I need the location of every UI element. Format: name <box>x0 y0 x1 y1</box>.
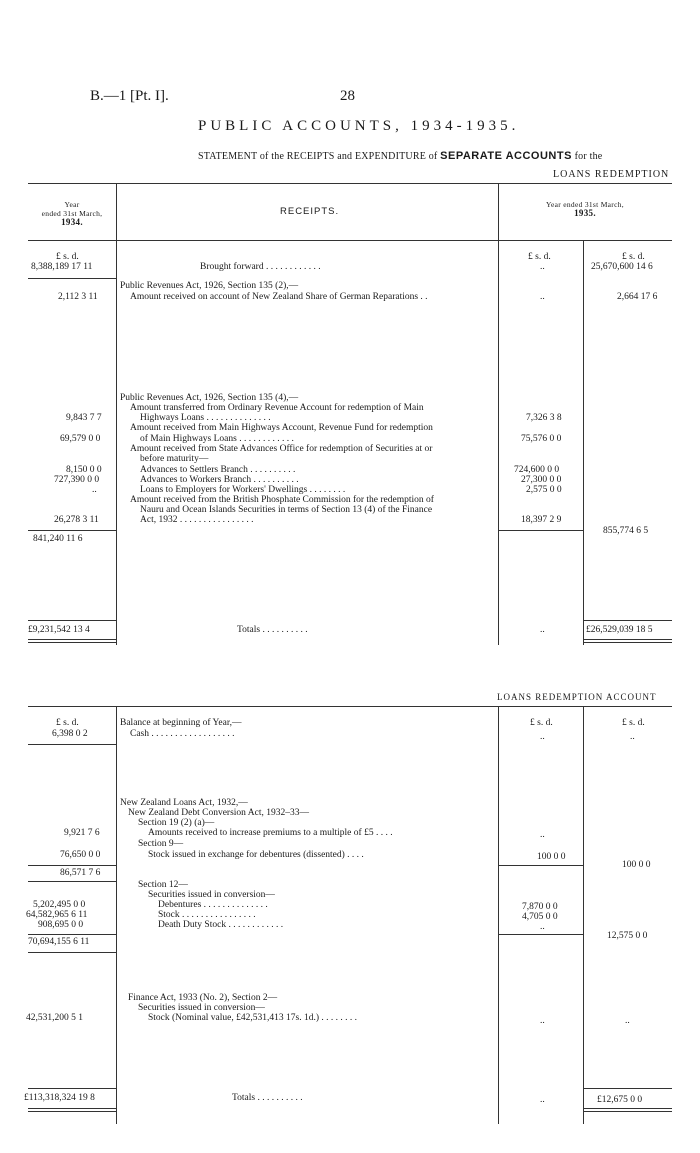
table-row-text: Amount received from the British Phosphate Commission for the redemption of <box>130 495 434 505</box>
table-row-r1: 75,576 0 0 <box>521 434 562 444</box>
statement-bold: SEPARATE ACCOUNTS <box>440 150 572 162</box>
totals-label: Totals . . . . . . . . . . <box>232 1093 303 1103</box>
unit-label: £ s. d. <box>528 252 551 262</box>
debentures-label: Debentures . . . . . . . . . . . . . . <box>158 900 268 910</box>
unit-label: £ s. d. <box>56 718 79 728</box>
finance-label: Stock (Nominal value, £42,531,413 17s. 1d.) . . . . . . . . <box>148 1013 357 1023</box>
finance-act-sub: Securities issued in conversion— <box>138 1003 265 1013</box>
totals-left: £113,318,324 19 8 <box>24 1093 95 1103</box>
table-row-text: Nauru and Ocean Islands Securities in terms of Section 13 (4) of the Finance <box>140 505 433 515</box>
section-9: Section 9— <box>138 839 184 849</box>
section-19: Section 19 (2) (a)— <box>138 818 215 828</box>
table-row-r1: 7,326 3 8 <box>526 413 562 423</box>
table-row-left: 26,278 3 11 <box>54 515 99 525</box>
table-row-left: 8,388,189 17 11 <box>31 262 93 272</box>
table-row-text: of Main Highways Loans . . . . . . . . . . . . <box>140 434 294 444</box>
stock2-left: 64,582,965 6 11 <box>26 910 88 920</box>
subtotal-left: 86,571 7 6 <box>60 868 101 878</box>
totals-r2: £12,675 0 0 <box>597 1095 643 1105</box>
table-row-left: .. <box>92 485 97 495</box>
stock-r1: 100 0 0 <box>537 852 566 862</box>
page-number: 28 <box>340 88 355 104</box>
subtotal-r2: 855,774 6 5 <box>603 526 649 536</box>
totals-r1: .. <box>540 1095 545 1105</box>
table-row-text: Highways Loans . . . . . . . . . . . . . . <box>140 413 271 423</box>
cash-r2: .. <box>630 732 635 742</box>
unit-label: £ s. d. <box>56 252 79 262</box>
section-12-sub: Securities issued in conversion— <box>148 890 275 900</box>
totals-r1: .. <box>540 625 545 635</box>
table-row-left: 69,579 0 0 <box>60 434 101 444</box>
death-duty-left: 908,695 0 0 <box>38 920 84 930</box>
finance-r2: .. <box>625 1016 630 1026</box>
finance-act: Finance Act, 1933 (No. 2), Section 2— <box>128 993 278 1003</box>
amounts-r1: .. <box>540 830 545 840</box>
table-row-r1: 27,300 0 0 <box>521 475 562 485</box>
finance-left: 42,531,200 5 1 <box>26 1013 83 1023</box>
table-row-left: 727,390 0 0 <box>54 475 100 485</box>
column-header-receipts: RECEIPTS. <box>280 206 340 217</box>
unit-label: £ s. d. <box>622 718 645 728</box>
subtotal-left: 70,694,155 6 11 <box>28 937 90 947</box>
section-debt-conversion: New Zealand Debt Conversion Act, 1932–33— <box>128 808 309 818</box>
table-row-text: Act, 1932 . . . . . . . . . . . . . . . . <box>140 515 254 525</box>
subtotal-r2: 100 0 0 <box>622 860 651 870</box>
debentures-r1: 7,870 0 0 <box>522 902 558 912</box>
unit-label: £ s. d. <box>622 252 645 262</box>
table-row-text: Advances to Settlers Branch . . . . . . . . . . <box>140 465 296 475</box>
death-duty-label: Death Duty Stock . . . . . . . . . . . . <box>158 920 284 930</box>
unit-label: £ s. d. <box>530 718 553 728</box>
cash-r1: .. <box>540 732 545 742</box>
table-row-text: Amount received from Main Highways Account, Revenue Fund for redemption <box>130 423 433 433</box>
table-row-r1: 724,600 0 0 <box>514 465 560 475</box>
totals-r2: £26,529,039 18 5 <box>586 625 653 635</box>
stock2-label: Stock . . . . . . . . . . . . . . . . <box>158 910 256 920</box>
document-reference: B.—1 [Pt. I]. <box>90 88 169 104</box>
stock-left: 76,650 0 0 <box>60 850 101 860</box>
subtotal-left: 841,240 11 6 <box>33 534 83 544</box>
table-row-text: before maturity— <box>140 454 209 464</box>
finance-r1: .. <box>540 1016 545 1026</box>
section-12: Section 12— <box>138 880 188 890</box>
table-row-text: Advances to Workers Branch . . . . . . . . . . <box>140 475 299 485</box>
column-header-1935: Year ended 31st March, 1935. <box>546 200 624 218</box>
table-row-left: 8,150 0 0 <box>66 465 102 475</box>
balance-label: Balance at beginning of Year,— <box>120 718 242 728</box>
section-title: LOANS REDEMPTION ACCOUNT <box>497 692 657 702</box>
statement-heading-line2: LOANS REDEMPTION <box>553 169 670 180</box>
table-row-text: Brought forward . . . . . . . . . . . . <box>200 262 321 272</box>
cash-label: Cash . . . . . . . . . . . . . . . . . . <box>130 729 235 739</box>
table-row-r2: 2,664 17 6 <box>617 292 658 302</box>
statement-prefix: STATEMENT of the RECEIPTS and EXPENDITURE of <box>198 151 438 162</box>
table-row-r2: 25,670,600 14 6 <box>591 262 653 272</box>
statement-suffix: for the <box>574 151 603 162</box>
table-row-left: 2,112 3 11 <box>58 292 98 302</box>
amounts-left: 9,921 7 6 <box>64 828 100 838</box>
statement-heading <box>198 150 602 162</box>
stock2-r1: 4,705 0 0 <box>522 912 558 922</box>
section-nz-loans: New Zealand Loans Act, 1932,— <box>120 798 248 808</box>
cash-left: 6,398 0 2 <box>52 729 88 739</box>
table-row-text: Amount received from State Advances Office for redemption of Securities at or <box>130 444 433 454</box>
totals-label: Totals . . . . . . . . . . <box>237 625 308 635</box>
table-row-text: Loans to Employers for Workers' Dwellings . . . . . . . . <box>140 485 346 495</box>
table-row-left: 9,843 7 7 <box>66 413 102 423</box>
table-row-r1: 2,575 0 0 <box>526 485 562 495</box>
table-row-r1: .. <box>540 262 545 272</box>
death-duty-r1: .. <box>540 922 545 932</box>
table-row-text: Amount transferred from Ordinary Revenue Account for redemption of Main <box>130 403 424 413</box>
stock-label: Stock issued in exchange for debentures (dissented) . . . . <box>148 850 364 860</box>
table-row-text: Amount received on account of New Zealand Share of German Reparations . . <box>130 292 428 302</box>
table-row-text: Public Revenues Act, 1926, Section 135 (2),— <box>120 281 299 291</box>
table-row-text: Public Revenues Act, 1926, Section 135 (4),— <box>120 393 299 403</box>
debentures-left: 5,202,495 0 0 <box>33 900 86 910</box>
totals-left: £9,231,542 13 4 <box>28 625 90 635</box>
column-header-1934: Year ended 31st March, 1934. <box>41 200 103 227</box>
table-row-r1: 18,397 2 9 <box>521 515 562 525</box>
page-title: PUBLIC ACCOUNTS, 1934-1935. <box>198 118 520 134</box>
amounts-label: Amounts received to increase premiums to a multiple of £5 . . . . <box>148 828 393 838</box>
subtotal-r2: 12,575 0 0 <box>607 931 648 941</box>
table-row-r1: .. <box>540 292 545 302</box>
